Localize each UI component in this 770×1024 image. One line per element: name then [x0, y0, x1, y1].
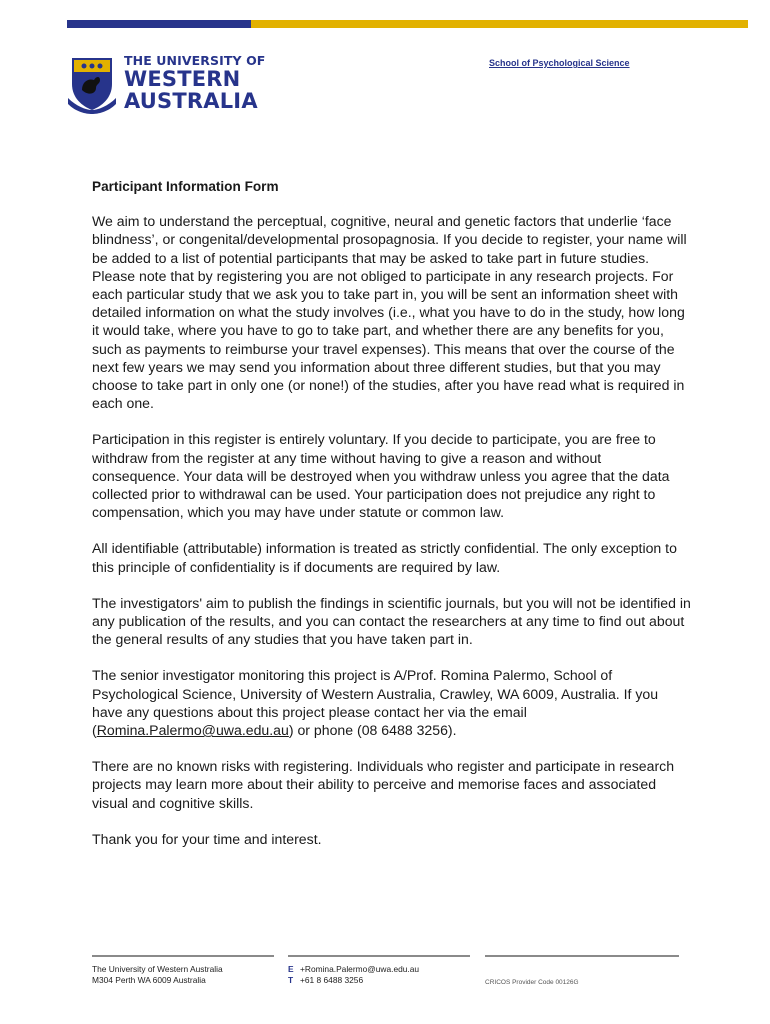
university-logo	[66, 50, 266, 114]
paragraph-publication: The investigators' aim to publish the findings in scientific journals, but you will not be identified in any publication of the results, and you can contact the researchers at any time to find out about the general results of any studies that you have taken part in.	[92, 594, 691, 648]
top-color-bar	[67, 20, 748, 28]
form-title: Participant Information Form	[92, 179, 279, 194]
footer-email-value[interactable]: +Romina.Palermo@uwa.edu.au	[300, 964, 420, 974]
logo-line-3: AUSTRALIA	[124, 89, 258, 113]
top-bar-blue-segment	[67, 20, 251, 28]
logo-wordmark	[124, 54, 265, 112]
logo-line-1: THE UNIVERSITY OF	[124, 53, 266, 68]
footer-divider-1	[92, 955, 274, 957]
footer-phone-row	[288, 975, 419, 986]
footer-address-line-2: M304 Perth WA 6009 Australia	[92, 975, 206, 985]
footer-address	[92, 964, 223, 986]
footer-cricos: CRICOS Provider Code 00126G	[485, 979, 579, 986]
footer-phone-label: T	[288, 975, 294, 985]
form-body	[92, 178, 692, 866]
university-crest-icon	[66, 54, 118, 114]
footer-address-line-1: The University of Western Australia	[92, 964, 223, 974]
contact-text-before: The senior investigator monitoring this project is A/Prof. Romina Palermo, School of Psychological Science, University of Western Australia, Crawley, WA 6009, Australia. If you have any questions about this project please contact her via the email (	[92, 667, 659, 739]
footer-divider-2	[288, 955, 470, 957]
paragraph-purpose: We aim to understand the perceptual, cognitive, neural and genetic factors that underlie ‘face blindness’, or congenital/developmental prosopagnosia. If you decide to register, your name will be added to a list of potential participants that may be asked to take part in future studies. Please note that by registering you are not obliged to participate in any research projects. For each particular study that we ask you to take part in, you will be sent an information sheet with detailed information on what the study involves (i.e., what you have to do in the study, how long it would take, where you have to go to take part, and whether there are any benefits for you, such as payments to reimburse your travel expenses). This means that over the course of the next few years we may send you information about three different studies, but that you may choose to take part in only one (or none!) of the studies, after you have read what is required in each one.	[92, 213, 687, 412]
paragraph-contact	[92, 666, 692, 739]
paragraph-voluntary: Participation in this register is entirely voluntary. If you decide to participate, you are free to withdraw from the register at any time without having to give a reason and without consequence. Your data will be destroyed when you withdraw unless you agree that the data collected prior to withdrawal can be used. Your participation does not prejudice any right to compensation, which you may have under statute or common law.	[92, 431, 670, 521]
footer-divider-3	[485, 955, 679, 957]
footer-email-row	[288, 964, 419, 975]
paragraph-closing: Thank you for your time and interest.	[92, 830, 322, 847]
paragraph-confidentiality: All identifiable (attributable) information is treated as strictly confidential. The only exception to this principle of confidentiality is if documents are required by law.	[92, 540, 677, 575]
school-name: School of Psychological Science	[489, 58, 630, 68]
footer-email-label: E	[288, 964, 294, 974]
paragraph-risks: There are no known risks with registering. Individuals who register and participate in research projects may learn more about their ability to perceive and memorise faces and associated visual and cognitive skills.	[92, 758, 675, 811]
footer-phone-value: +61 8 6488 3256	[300, 975, 364, 985]
footer-contact	[288, 964, 419, 986]
contact-email-link[interactable]: Romina.Palermo@uwa.edu.au	[96, 722, 289, 739]
top-bar-gold-segment	[251, 20, 748, 28]
contact-text-after: ) or phone (08 6488 3256).	[288, 722, 457, 739]
logo-line-2: WESTERN	[124, 67, 241, 91]
